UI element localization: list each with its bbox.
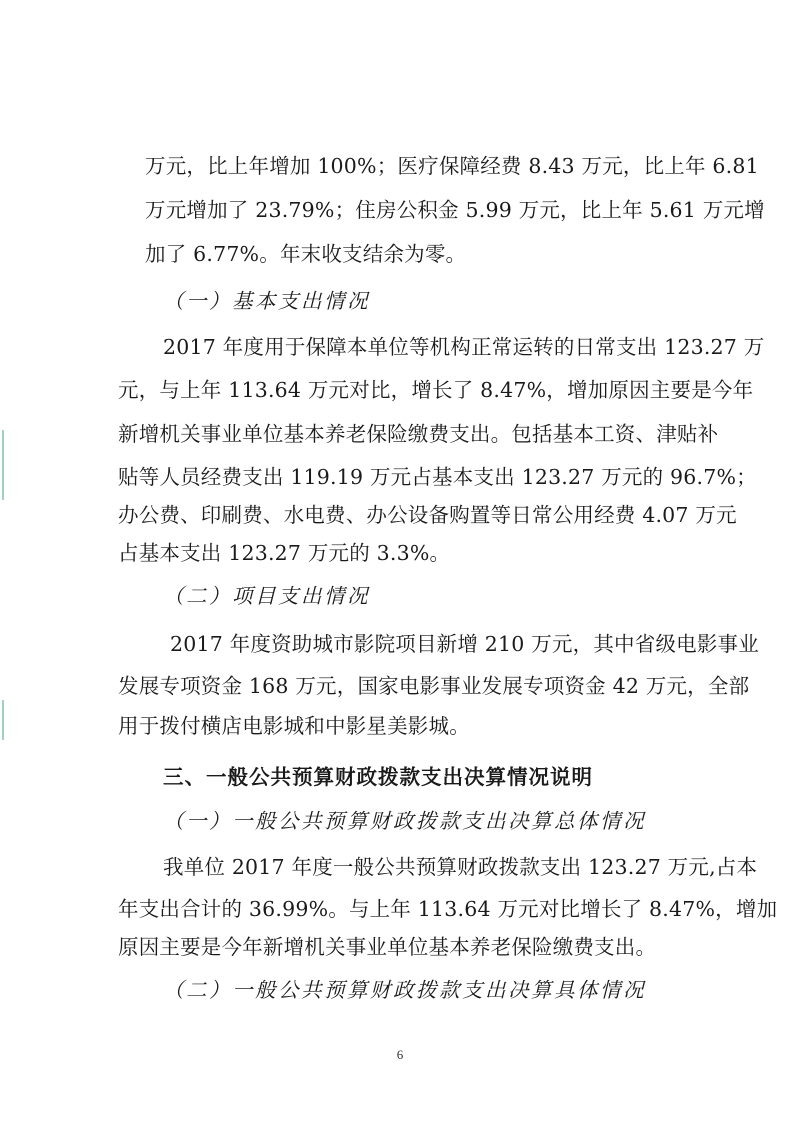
body-text-line: 加了 6.77%。年末收支结余为零。	[145, 242, 467, 266]
section-heading-basic-expenditure: （一）基本支出情况	[163, 289, 370, 313]
body-text-line: 用于拨付横店电影城和中影星美影城。	[118, 714, 470, 738]
body-text-line: 贴等人员经费支出 119.19 万元占基本支出 123.27 万元的 96.7%；	[118, 465, 757, 489]
body-text-line: 办公费、印刷费、水电费、办公设备购置等日常公用经费 4.07 万元	[118, 503, 737, 527]
body-text-line: 2017 年度用于保障本单位等机构正常运转的日常支出 123.27 万	[163, 335, 765, 359]
scan-edge-mark	[2, 700, 4, 740]
body-text-line: 年支出合计的 36.99%。与上年 113.64 万元对比增长了 8.47%，增加	[118, 897, 778, 921]
body-text-line: 新增机关事业单位基本养老保险缴费支出。包括基本工资、津贴补	[118, 422, 719, 446]
body-text-line: 2017 年度资助城市影院项目新增 210 万元，其中省级电影事业	[170, 632, 759, 656]
body-text-line: 原因主要是今年新增机关事业单位基本养老保险缴费支出。	[118, 935, 657, 959]
body-text-line: 占基本支出 123.27 万元的 3.3%。	[118, 541, 451, 565]
section-heading-project-expenditure: （二）项目支出情况	[163, 584, 370, 608]
body-text-line: 万元，比上年增加 100%；医疗保障经费 8.43 万元，比上年 6.81	[145, 154, 759, 178]
body-text-line: 我单位 2017 年度一般公共预算财政拨款支出 123.27 万元,占本	[163, 855, 758, 879]
chapter-heading-public-budget: 三、一般公共预算财政拨款支出决算情况说明	[163, 765, 593, 789]
section-heading-details: （二）一般公共预算财政拨款支出决算具体情况	[163, 978, 646, 1002]
section-heading-overall: （一）一般公共预算财政拨款支出决算总体情况	[163, 809, 646, 833]
body-text-line: 万元增加了 23.79%；住房公积金 5.99 万元，比上年 5.61 万元增	[145, 198, 765, 222]
body-text-line: 元，与上年 113.64 万元对比，增长了 8.47%，增加原因主要是今年	[118, 378, 754, 402]
body-text-line: 发展专项资金 168 万元，国家电影事业发展专项资金 42 万元，全部	[118, 674, 750, 698]
page-number: 6	[396, 1047, 404, 1062]
scan-edge-mark	[2, 430, 4, 500]
